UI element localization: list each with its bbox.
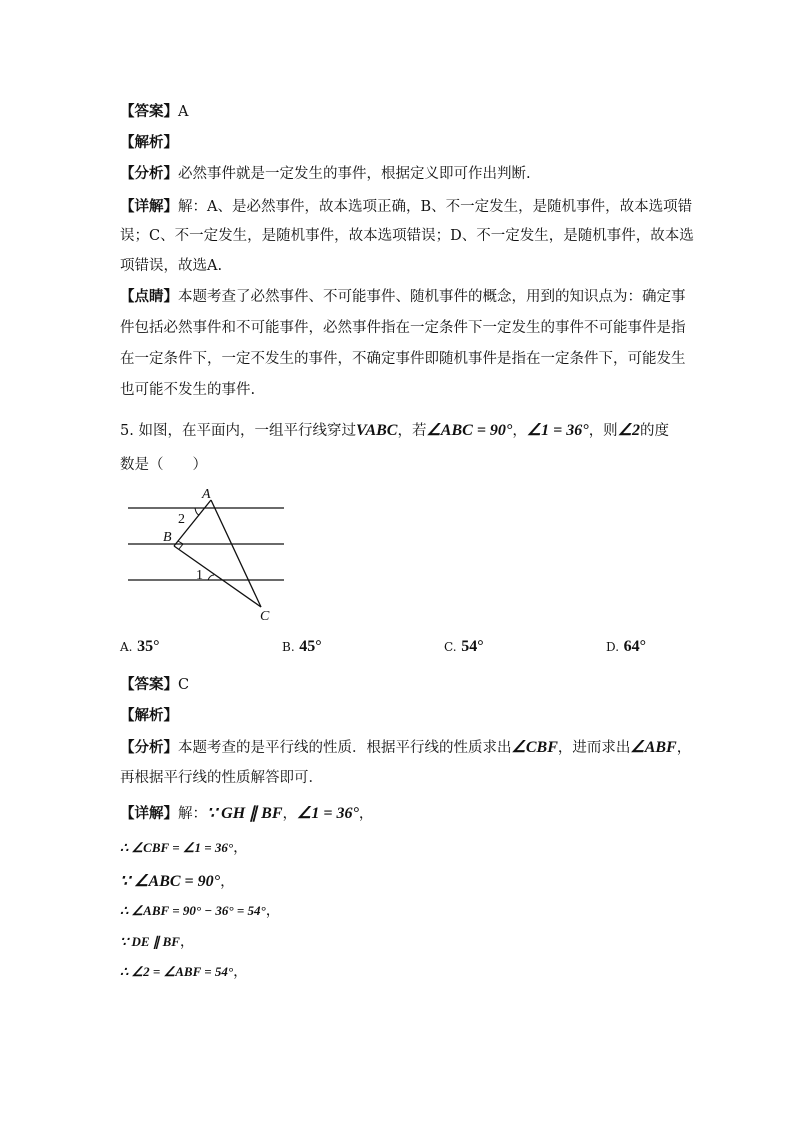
q4-xiangjie-tag: 【详解】	[120, 198, 178, 215]
q5-step2: ∴ ∠CBF = ∠1 = 36°	[120, 840, 234, 855]
q5-step3-line	[120, 872, 235, 892]
q5-stem-prefix: 5. 如图，在平面内，一组平行线穿过	[120, 423, 356, 439]
q5-stem-line1	[120, 421, 669, 441]
q5-analysis-tag: 【解析】	[120, 707, 178, 724]
q5-fenxi-m1: ∠CBF	[511, 739, 558, 756]
label-c: C	[260, 609, 270, 624]
q5-fenxi-tag: 【分析】	[120, 739, 178, 756]
q5-step1-sep: ，	[282, 806, 298, 822]
q5-fenxi-line1	[120, 738, 691, 758]
q5-option-a	[120, 638, 160, 656]
q5-step5-end: ，	[179, 934, 195, 950]
q5-step1-end: ，	[358, 806, 374, 822]
q5-stem-suffix: 的度	[640, 423, 670, 439]
q5-step2-line	[120, 838, 248, 858]
q5-option-b-label: B.	[282, 640, 295, 654]
q5-stem-mid1: ，若	[397, 423, 427, 439]
label-2: 2	[178, 512, 185, 527]
q5-step6-line	[120, 962, 248, 982]
q4-answer-tag: 【答案】	[120, 103, 178, 120]
q5-option-d	[606, 638, 646, 656]
q4-dianjing-line2: 件包括必然事件和不可能事件，必然事件指在一定条件下一定发生的事件不可能事件是指	[120, 320, 686, 336]
q5-option-d-label: D.	[606, 640, 620, 654]
q5-answer-tag: 【答案】	[120, 676, 178, 693]
q5-xiangjie-tag: 【详解】	[120, 805, 178, 822]
q5-triangle: VABC	[355, 422, 398, 439]
q5-option-b	[282, 638, 322, 656]
q4-xiangjie-line1	[120, 197, 692, 217]
q5-step6-end: ，	[233, 964, 248, 980]
right-angle-mark	[178, 541, 183, 549]
q4-dianjing-tag: 【点睛】	[120, 288, 178, 305]
q4-fenxi-text: 必然事件就是一定发生的事件，根据定义即可作出判断.	[178, 166, 531, 182]
q5-fenxi-text2: ，进而求出	[557, 740, 631, 756]
label-b: B	[163, 530, 172, 545]
q5-step4-line	[120, 901, 280, 921]
q5-option-b-value: 45°	[299, 638, 322, 655]
q5-fenxi-line2: 再根据平行线的性质解答即可．	[120, 770, 323, 786]
q5-step6: ∴ ∠2 = ∠ABF = 54°	[120, 964, 234, 979]
label-a: A	[202, 487, 211, 502]
q4-answer-line	[120, 102, 188, 122]
q5-stem-line2: 数是（ ）	[120, 457, 207, 473]
q5-step1-a: ∵ GH ∥ BF	[207, 805, 283, 822]
q5-option-a-value: 35°	[137, 638, 160, 655]
q5-option-d-value: 64°	[623, 638, 647, 655]
q5-xiangjie-line	[120, 804, 373, 824]
side-bc	[174, 546, 261, 607]
q4-xiangjie-text1: 解：A、是必然事件，故本选项正确，B、不一定发生，是随机事件，故本选项错	[178, 199, 693, 215]
q5-cond2: ∠1 = 36°	[526, 422, 589, 439]
q5-option-a-label: A.	[120, 640, 133, 654]
q4-dianjing-line4: 也可能不发生的事件.	[120, 382, 256, 398]
q5-cond1: ∠ABC = 90°	[426, 422, 513, 439]
q5-step5-line	[120, 932, 194, 952]
q4-answer-value: A	[178, 104, 189, 120]
q4-dianjing-text1: 本题考查了必然事件、不可能事件、随机事件的概念，用到的知识点为：确定事	[178, 289, 686, 305]
q4-xiangjie-line3: 项错误，故选A.	[120, 258, 223, 274]
q5-answer-value: C	[178, 677, 190, 693]
side-ac	[211, 500, 261, 607]
q5-answer-line	[120, 675, 189, 695]
q5-step3: ∵ ∠ABC = 90°	[120, 873, 221, 890]
q5-step5: ∵ DE ∥ BF	[120, 934, 180, 949]
q5-step4: ∴ ∠ABF = 90° − 36° = 54°	[120, 903, 266, 918]
q5-option-c-label: C.	[444, 640, 457, 654]
q5-step3-end: ，	[220, 874, 235, 890]
q5-stem-mid2: ，	[512, 423, 527, 439]
q5-option-c	[444, 638, 484, 656]
q4-analysis-tag: 【解析】	[120, 134, 178, 151]
q4-dianjing-line1	[120, 287, 686, 307]
q4-fenxi-tag: 【分析】	[120, 165, 178, 182]
angle-2-arc	[195, 508, 199, 515]
label-1: 1	[196, 568, 203, 583]
q5-step2-end: ，	[233, 840, 248, 856]
angle-1-arc	[208, 575, 214, 580]
q5-option-c-value: 54°	[461, 638, 484, 655]
q5-step4-end: ，	[265, 903, 281, 919]
q5-fenxi-m2: ∠ABF	[630, 739, 677, 756]
q5-xiangjie-prefix: 解：	[178, 806, 207, 822]
q5-fenxi-text1: 本题考查的是平行线的性质．根据平行线的性质求出	[178, 740, 512, 756]
q5-fenxi-text3: ，	[676, 740, 692, 756]
q5-stem-mid3: ，则	[588, 423, 618, 439]
q5-step1-b: ∠1 = 36°	[297, 805, 359, 822]
q5-target: ∠2	[617, 422, 641, 439]
q4-fenxi-line	[120, 164, 531, 184]
q5-figure	[120, 482, 300, 626]
q4-xiangjie-line2: 误；C、不一定发生，是随机事件，故本选项错误；D、不一定发生，是随机事件，故本选	[120, 228, 694, 244]
q4-dianjing-line3: 在一定条件下，一定不发生的事件，不确定事件即随机事件是指在一定条件下，可能发生	[120, 351, 686, 367]
